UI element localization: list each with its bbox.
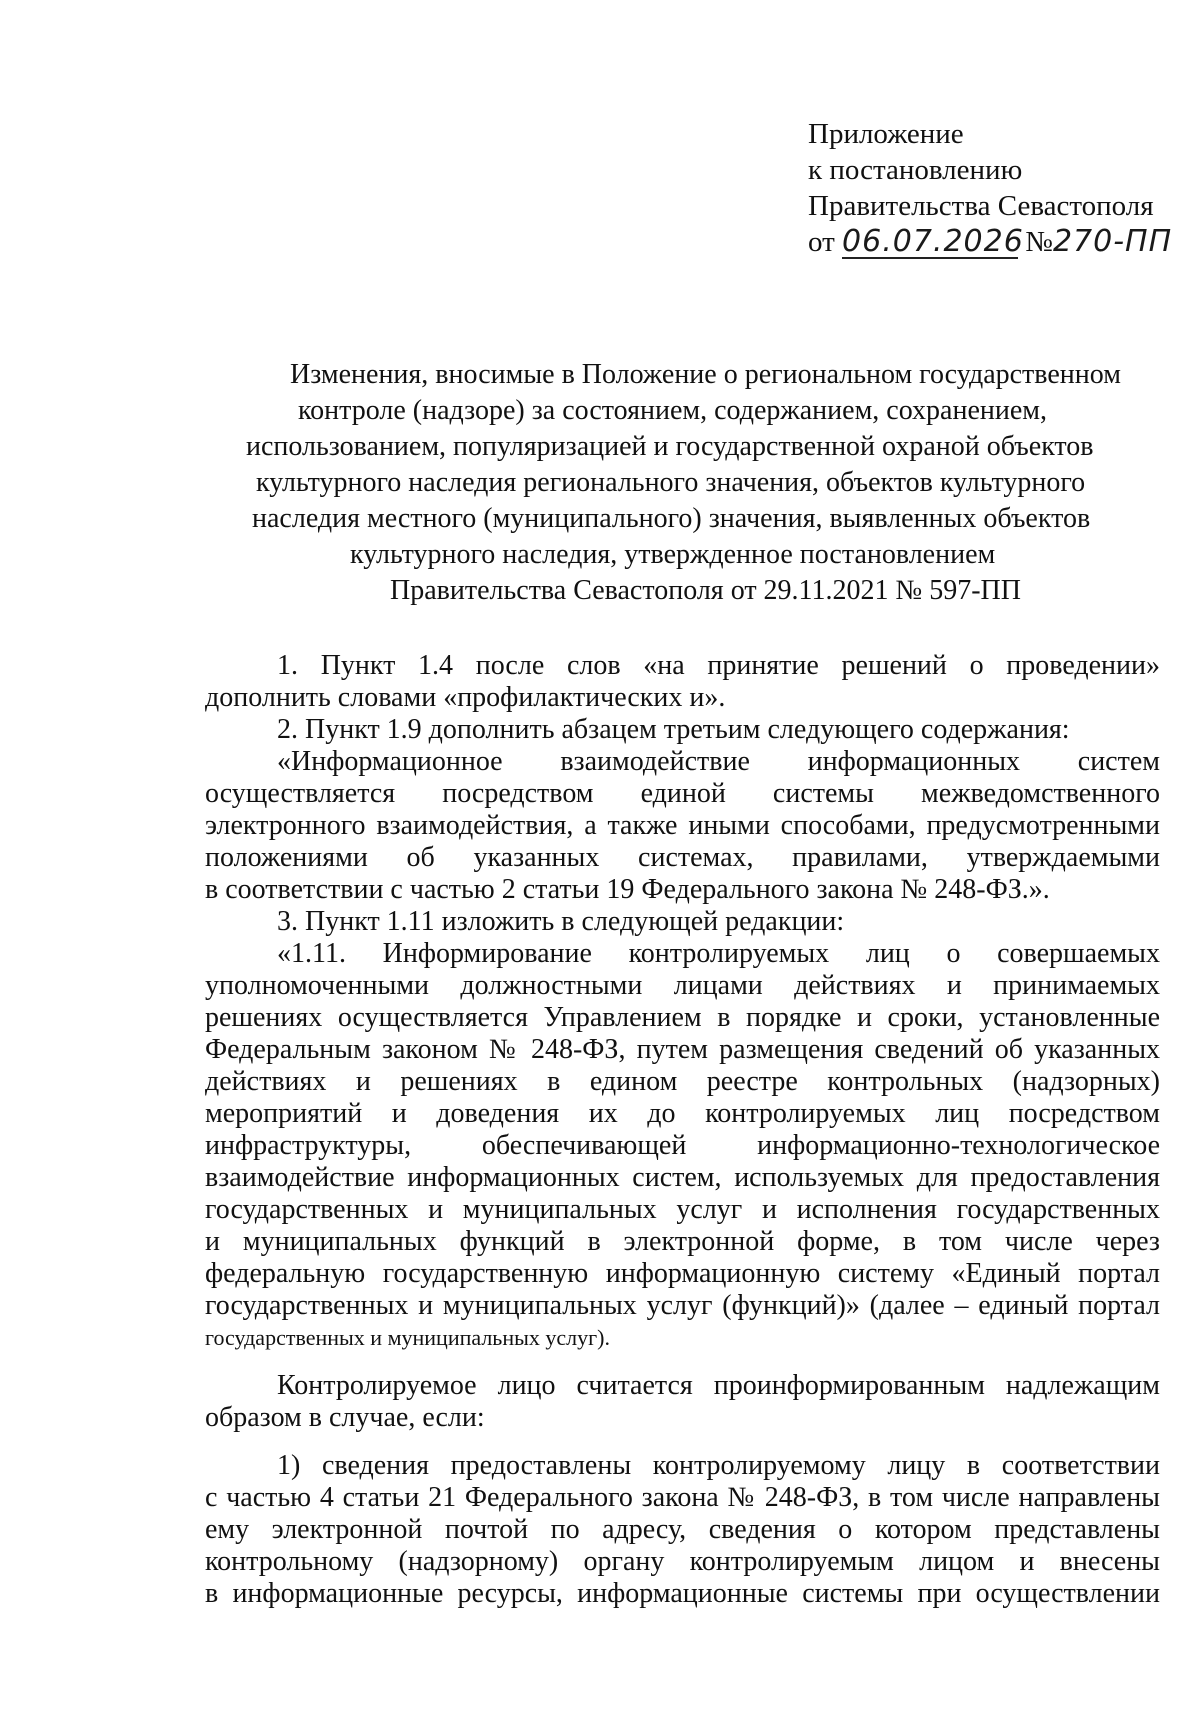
body-line: электронного взаимодействия, а также иными способами, предусмотренными (205, 810, 1160, 841)
body-line: действиях и решениях в едином реестре контрольных (надзорных) (205, 1066, 1160, 1097)
body-line: контрольному (надзорному) органу контролируемым лицом и внесены (205, 1546, 1160, 1577)
number-prefix: № (1025, 226, 1053, 258)
body-line: «Информационное взаимодействие информационных систем (277, 746, 1160, 777)
body-line: уполномоченными должностными лицами действиях и принимаемых (205, 970, 1160, 1001)
body-line: федеральную государственную информационную систему «Единый портал (205, 1258, 1160, 1289)
title-line: наследия местного (муниципального) значения, выявленных объектов (252, 503, 1091, 534)
handwritten-date: 06.07.2026 (842, 224, 1024, 259)
annex-line-2: к постановлению (808, 154, 1023, 186)
annex-date-line (808, 224, 1173, 260)
body-line: 3. Пункт 1.11 изложить в следующей редакции: (277, 906, 845, 937)
body-line: государственных и муниципальных услуг и исполнения государственных (205, 1194, 1160, 1225)
title-line: контроле (надзоре) за состоянием, содержанием, сохранением, (298, 395, 1047, 426)
title-line: культурного наследия, утвержденное постановлением (350, 539, 996, 570)
body-line: инфраструктуры, обеспечивающей информационно-технологическое (205, 1130, 1160, 1161)
body-line: ему электронной почтой по адресу, сведения о котором представлены (205, 1514, 1160, 1545)
body-line: 1. Пункт 1.4 после слов «на принятие решений о проведении» (277, 650, 1160, 681)
title-line: Правительства Севастополя от 29.11.2021 № 597-ПП (390, 575, 1021, 606)
body-line: взаимодействие информационных систем, используемых для предоставления (205, 1162, 1160, 1193)
title-line: использованием, популяризацией и государственной охраной объектов (246, 431, 1094, 462)
document-title (230, 357, 1150, 609)
annex-line-3: Правительства Севастополя (808, 190, 1154, 222)
document-body (205, 650, 1160, 1610)
body-line: Контролируемое лицо считается проинформированным надлежащим (277, 1370, 1160, 1401)
body-line: государственных и муниципальных услуг). (205, 1325, 610, 1350)
body-line: «1.11. Информирование контролируемых лиц о совершаемых (277, 938, 1160, 969)
title-line: культурного наследия регионального значения, объектов культурного (256, 467, 1086, 498)
body-line: в соответствии с частью 2 статьи 19 Федерального закона № 248-ФЗ.». (205, 874, 1050, 905)
body-line: 1) сведения предоставлены контролируемому лицу в соответствии (277, 1450, 1160, 1481)
annex-block (808, 116, 1173, 260)
body-line: государственных и муниципальных услуг (функций)» (далее – единый портал (205, 1290, 1160, 1321)
annex-line-1: Приложение (808, 118, 964, 150)
body-line: осуществляется посредством единой системы межведомственного (205, 778, 1160, 809)
body-line: мероприятий и доведения их до контролируемых лиц посредством (205, 1098, 1160, 1129)
title-line: Изменения, вносимые в Положение о региональном государственном (290, 359, 1121, 390)
body-line: дополнить словами «профилактических и». (205, 682, 726, 713)
handwritten-number: 270-ПП (1052, 224, 1173, 259)
body-line: и муниципальных функций в электронной форме, в том числе через (205, 1226, 1160, 1257)
date-prefix: от (808, 226, 835, 258)
body-line: 2. Пункт 1.9 дополнить абзацем третьим следующего содержания: (277, 714, 1070, 745)
body-line: образом в случае, если: (205, 1402, 485, 1433)
body-line: положениями об указанных системах, правилами, утверждаемыми (205, 842, 1160, 873)
body-line: с частью 4 статьи 21 Федерального закона № 248-ФЗ, в том числе направлены (205, 1482, 1160, 1513)
body-line: решениях осуществляется Управлением в порядке и сроки, установленные (205, 1002, 1160, 1033)
body-line: в информационные ресурсы, информационные системы при осуществлении (205, 1578, 1160, 1609)
body-line: Федеральным законом № 248-ФЗ, путем размещения сведений об указанных (205, 1034, 1160, 1065)
